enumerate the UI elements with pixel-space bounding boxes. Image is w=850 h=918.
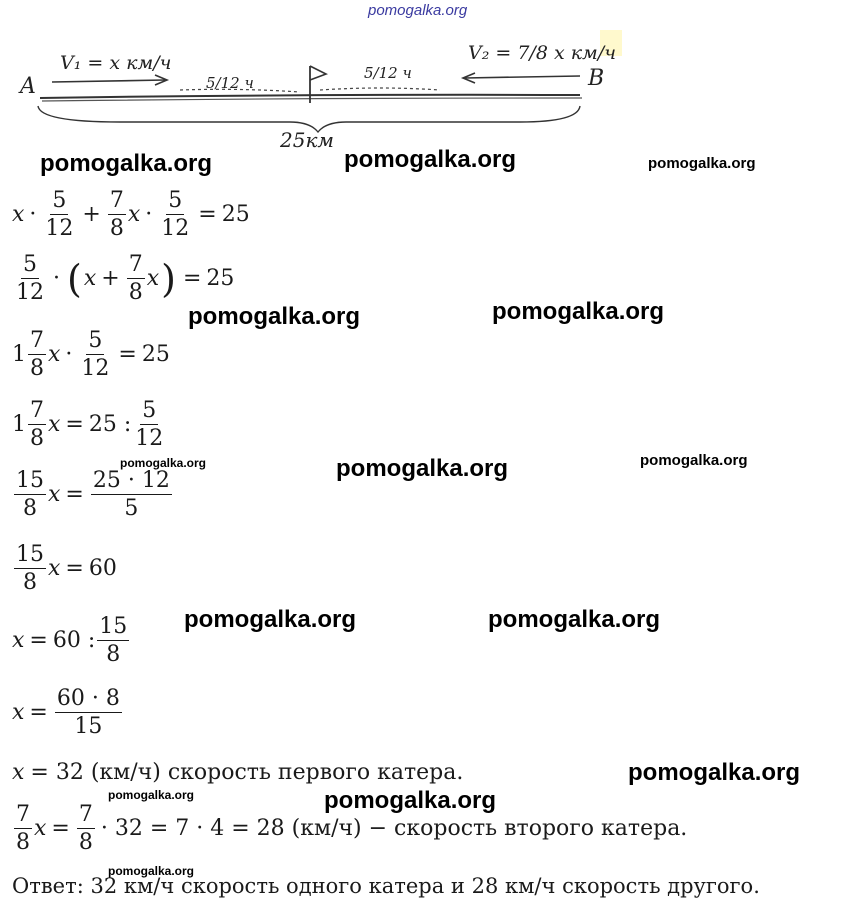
fraction: $\frac{5}{12}$ (16, 252, 44, 306)
watermark: pomogalka.org (344, 146, 517, 173)
watermark: pomogalka.org (488, 606, 661, 633)
point-b-label: B (588, 66, 605, 91)
watermark: pomogalka.org (184, 606, 357, 633)
watermark: pomogalka.org (40, 150, 213, 177)
fraction: $\frac{7}{8}$ (30, 398, 44, 452)
equation-8: x = $\frac{60 \cdot 8}{15}$ (12, 686, 120, 740)
fraction: $\frac{7}{8}$ (128, 252, 143, 306)
speed-v2-label: V₂ = 7/8 x км/ч (468, 42, 617, 64)
watermark-top: pomogalka.org (368, 2, 468, 19)
fraction: $\frac{5}{12}$ (45, 188, 74, 242)
watermark: pomogalka.org (324, 787, 497, 814)
equation-9: x = 32 (км/ч) скорость первого катера. (12, 760, 464, 785)
sketch-diagram (0, 28, 850, 158)
fraction: $\frac{7}{8}$ (30, 328, 44, 382)
watermark: pomogalka.org (628, 759, 801, 786)
distance-label: 25км (280, 128, 334, 152)
fraction: $\frac{15}{8}$ (99, 614, 128, 668)
point-a-label: A (20, 74, 36, 99)
fraction: $\frac{7}{8}$ (16, 802, 30, 856)
time-left-label: 5/12 ч (206, 74, 254, 92)
time-right-label: 5/12 ч (364, 64, 412, 82)
fraction: $\frac{15}{8}$ (16, 542, 44, 596)
watermark: pomogalka.org (336, 455, 509, 482)
speed-v1-label: V₁ = x км/ч (60, 52, 172, 74)
watermark: pomogalka.org (108, 788, 195, 802)
fraction: $\frac{60 \cdot 8}{15}$ (56, 686, 120, 740)
watermark: pomogalka.org (120, 456, 207, 470)
equation-6: $\frac{15}{8}$ x = 60 (16, 542, 117, 596)
fraction: $\frac{25 \cdot 12}{5}$ (92, 468, 170, 522)
watermark: pomogalka.org (492, 298, 665, 325)
watermark: pomogalka.org (640, 452, 748, 469)
equation-7: x = 60 : $\frac{15}{8}$ (12, 614, 128, 668)
fraction: $\frac{5}{12}$ (161, 188, 190, 242)
equation-10: $\frac{7}{8}$ x = $\frac{7}{8}$ · 32 = 7 · 4 = 28 (км/ч) − скорость второго катера. (16, 802, 688, 856)
equation-1: x · $\frac{5}{12}$ + $\frac{7}{8}$ x · $\frac{5}{12}$ = 25 (12, 188, 250, 242)
equation-3: 1 $\frac{7}{8}$ x · $\frac{5}{12}$ = 25 (12, 328, 170, 382)
equation-2: $\frac{5}{12}$ · ( x + $\frac{7}{8}$ x ) = 25 (16, 252, 235, 306)
fraction: $\frac{5}{12}$ (135, 398, 164, 452)
answer-line: Ответ: 32 км/ч скорость одного катера и 28 км/ч скорость другого. (12, 874, 760, 898)
fraction: $\frac{5}{12}$ (81, 328, 110, 382)
fraction: $\frac{7}{8}$ (78, 802, 93, 856)
watermark: pomogalka.org (108, 864, 195, 878)
sketch-drawing (0, 28, 850, 158)
fraction: $\frac{7}{8}$ (109, 188, 124, 242)
equation-4: 1 $\frac{7}{8}$ x = 25 : $\frac{5}{12}$ (12, 398, 164, 452)
equation-5: $\frac{15}{8}$ x = $\frac{25 \cdot 12}{5}$ (16, 468, 170, 522)
watermark: pomogalka.org (188, 303, 361, 330)
fraction: $\frac{15}{8}$ (16, 468, 44, 522)
watermark: pomogalka.org (648, 155, 756, 172)
